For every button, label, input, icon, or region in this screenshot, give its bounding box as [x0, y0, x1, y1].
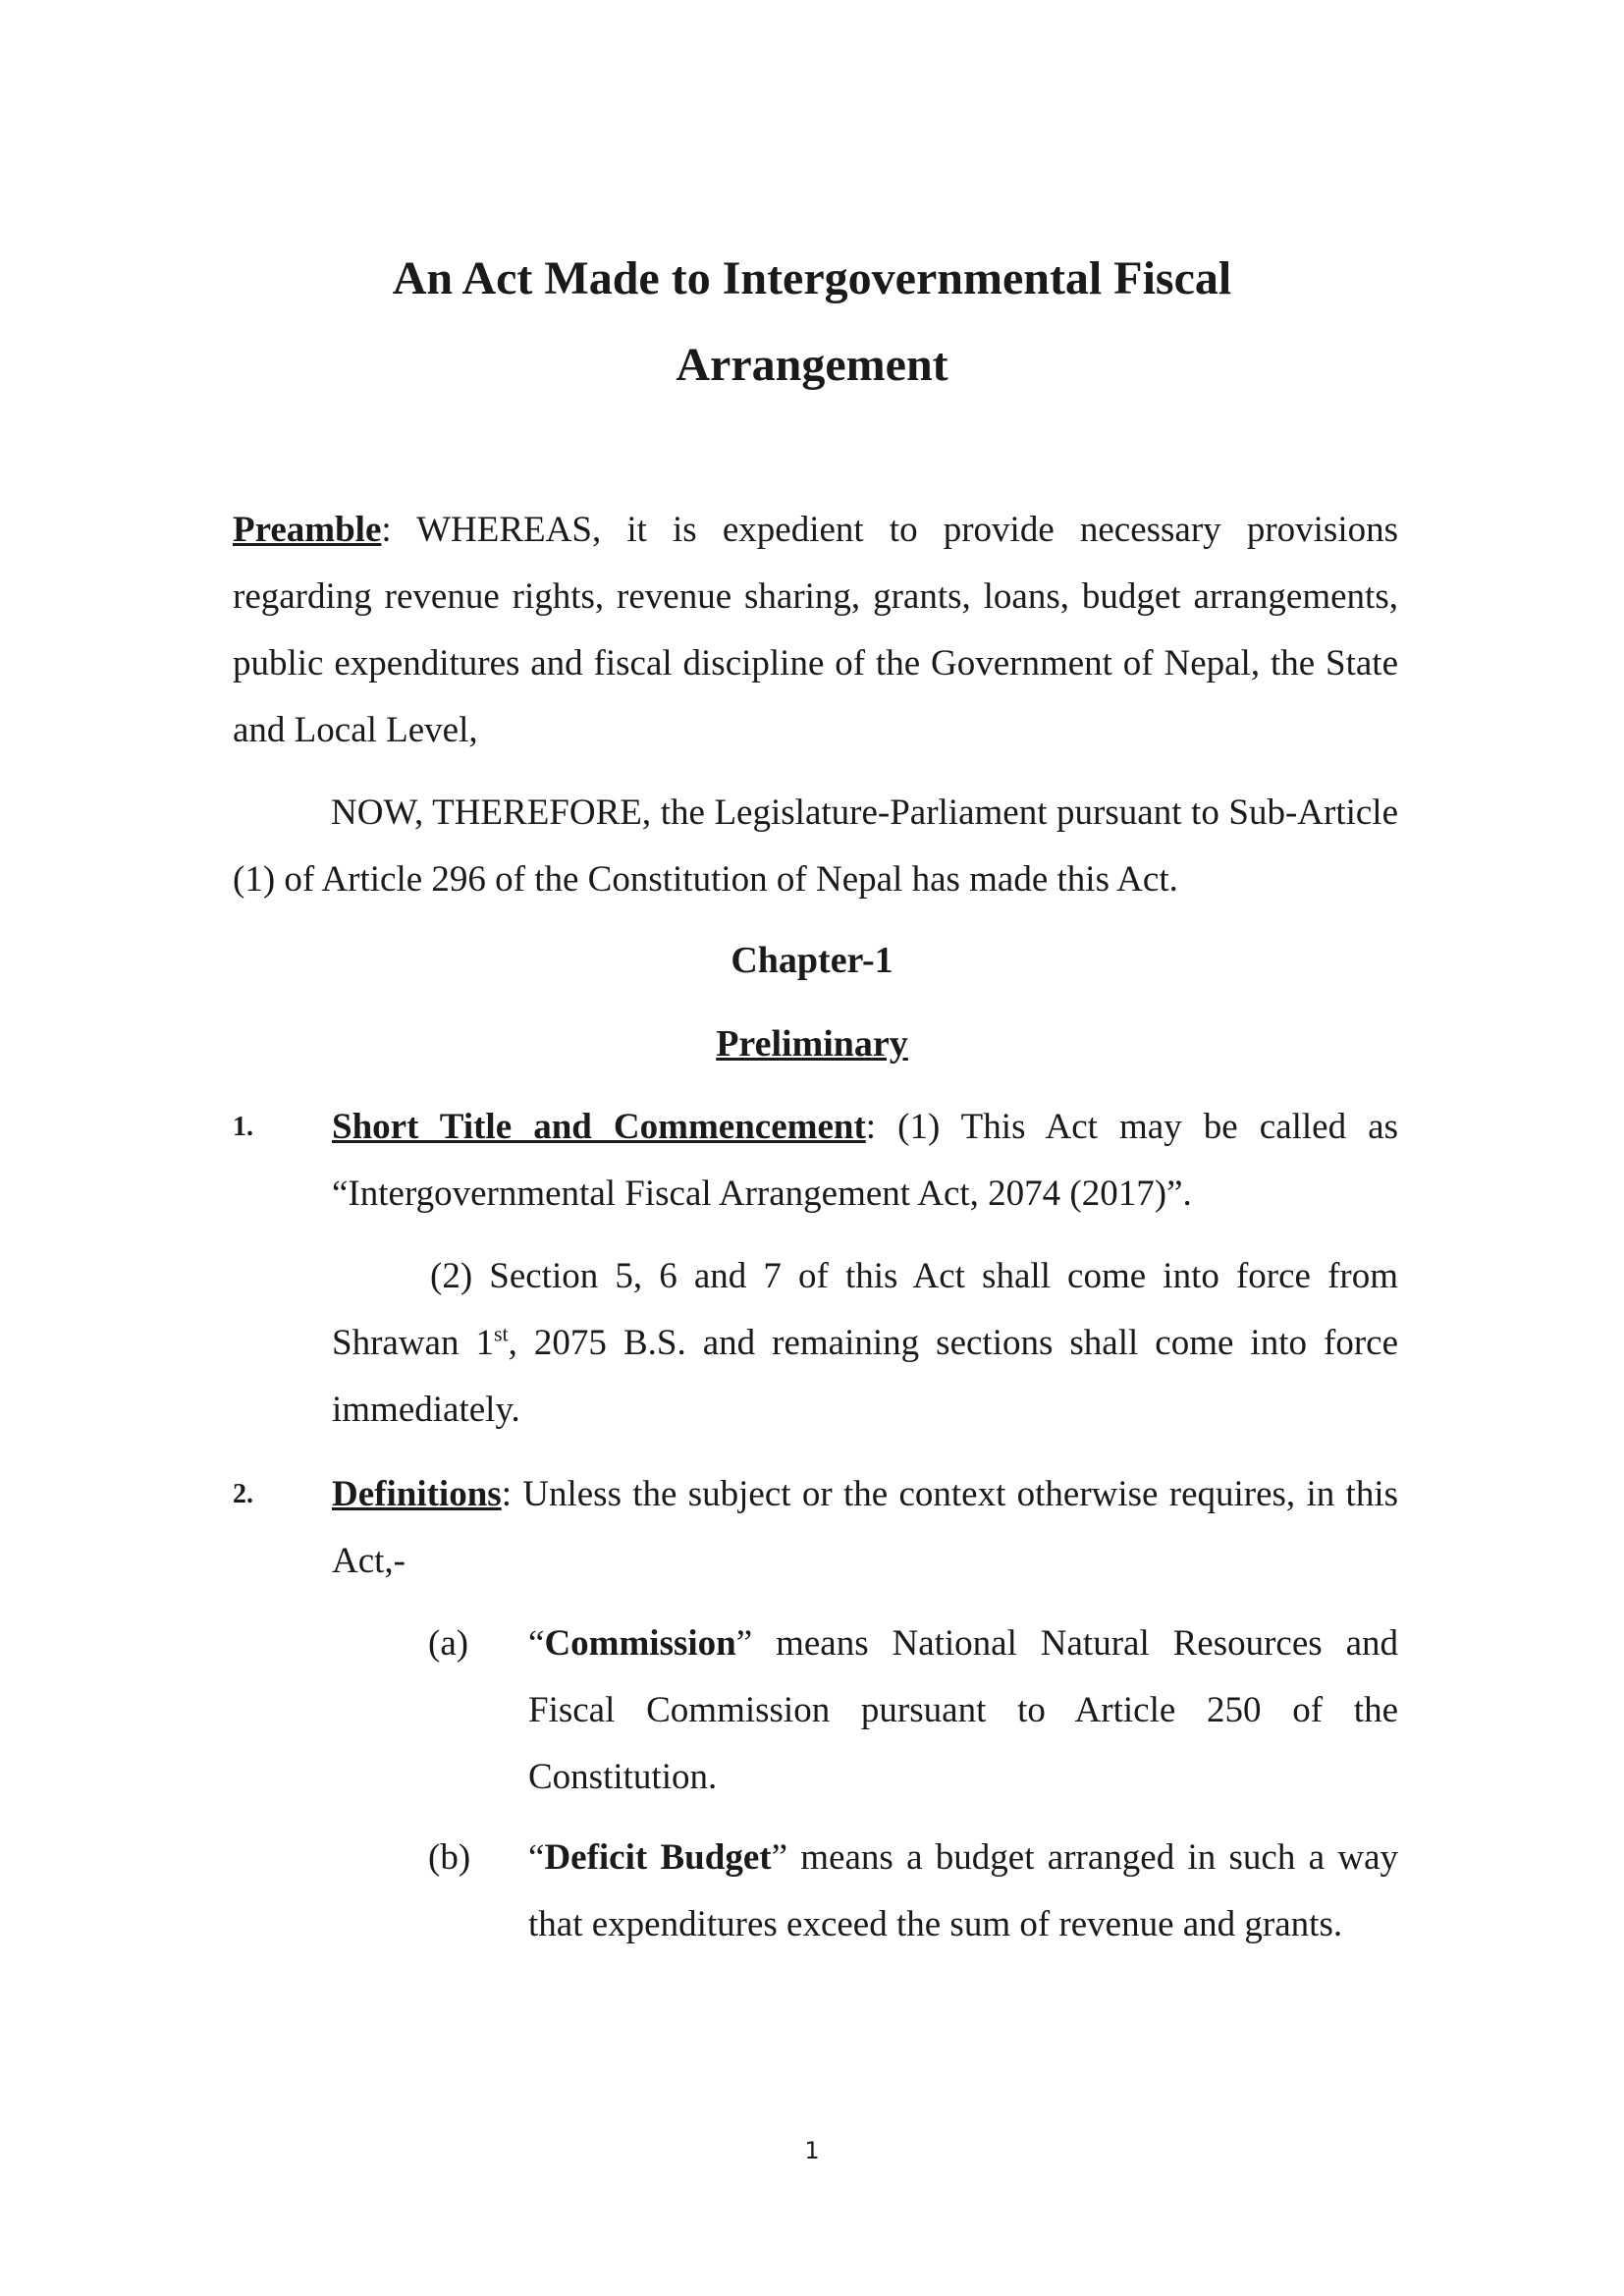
document-title-line-1: An Act Made to Intergovernmental Fiscal	[392, 252, 1232, 304]
definition-a-term: Commission	[544, 1623, 736, 1664]
section-1-sub2-superscript: st	[493, 1321, 509, 1346]
definition-b-term: Deficit Budget	[544, 1837, 772, 1878]
preamble-label: Preamble	[233, 510, 382, 550]
definition-b	[528, 1825, 1398, 1958]
section-1-paragraph	[332, 1094, 1398, 1228]
definition-a	[528, 1611, 1398, 1811]
section-number-1: 1.	[233, 1112, 253, 1142]
enactment-paragraph: NOW, THEREFORE, the Legislature-Parliament pursuant to Sub-Article (1) of Article 296 of the Constitution of Nepal has made this Act.	[233, 793, 1398, 900]
page-number: 1	[804, 2137, 820, 2164]
chapter-heading: Chapter-1	[731, 940, 893, 981]
definition-b-open-quote: “	[528, 1837, 545, 1878]
definition-a-open-quote: “	[528, 1623, 545, 1664]
definition-a-text: ” means National Natural Resources and Fiscal Commission pursuant to Article 250 of the Constitution.	[528, 1623, 1398, 1797]
definition-b-text: ” means a budget arranged in such a way that expenditures exceed the sum of revenue and grants.	[528, 1837, 1398, 1944]
preamble-text: : WHEREAS, it is expedient to provide necessary provisions regarding revenue rights, revenue sharing, grants, loans, budget arrangements, public expenditures and fiscal discipline of the Government of Nepal, the State and Local Level,	[233, 510, 1398, 750]
section-1-sub2-text-b: , 2075 B.S. and remaining sections shall come into force immediately.	[332, 1323, 1398, 1430]
document-title-line-2: Arrangement	[676, 339, 948, 391]
definition-label-b: (b)	[428, 1837, 471, 1878]
preamble-paragraph	[233, 497, 1398, 764]
section-2-paragraph	[332, 1461, 1398, 1595]
definition-label-a: (a)	[428, 1623, 469, 1664]
section-1-subsection-2	[332, 1243, 1398, 1444]
section-1-text: : (1) This Act may be called as “Intergovernmental Fiscal Arrangement Act, 2074 (2017)”.	[332, 1107, 1398, 1214]
section-2-text: : Unless the subject or the context otherwise requires, in this Act,-	[332, 1474, 1398, 1581]
section-1-heading: Short Title and Commencement	[332, 1107, 866, 1147]
section-2-heading: Definitions	[332, 1474, 502, 1514]
chapter-title: Preliminary	[716, 1023, 908, 1065]
section-1-sub2-text-a: (2) Section 5, 6 and 7 of this Act shall come into force from Shrawan 1	[332, 1256, 1398, 1363]
section-number-2: 2.	[233, 1479, 253, 1509]
